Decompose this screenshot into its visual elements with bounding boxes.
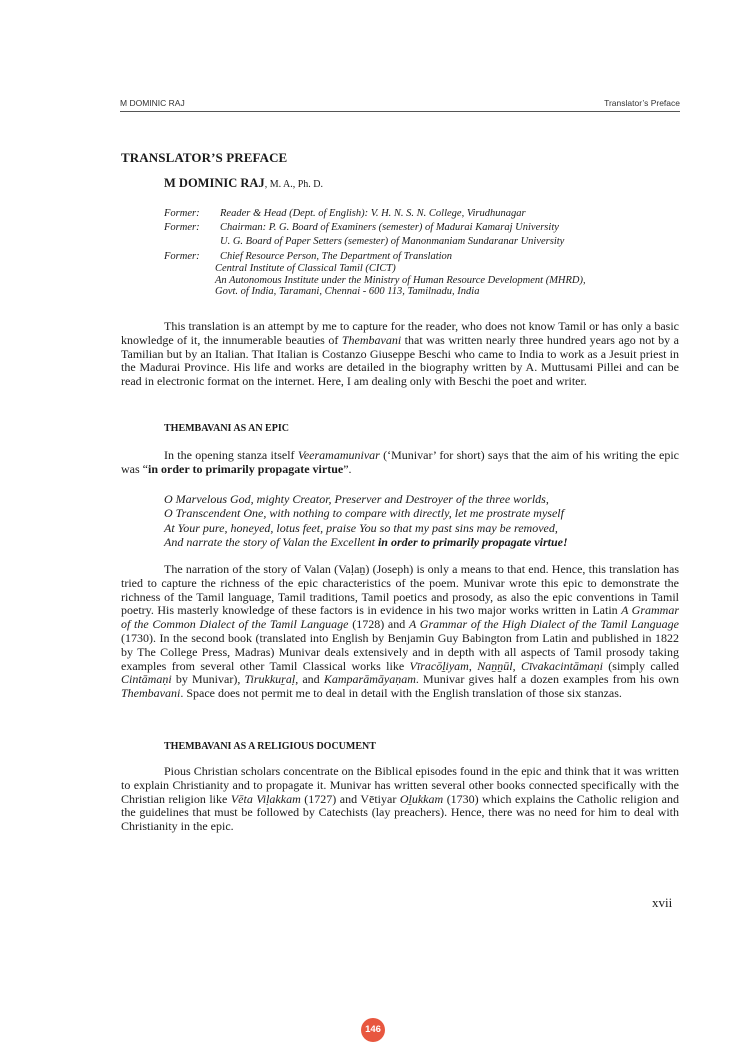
- former-text: Chief Resource Person, The Department of Translation: [220, 251, 453, 262]
- former-position-1: [164, 207, 526, 220]
- running-header: [120, 98, 680, 112]
- poem-stanza: [164, 492, 684, 550]
- former-text: Reader & Head (Dept. of English): V. H. N. S. N. College, Virudhunagar: [220, 208, 526, 219]
- former-label: Former:: [164, 222, 200, 233]
- former-sub-line: An Autonomous Institute under the Ministry of Human Resource Development (MHRD),: [215, 274, 586, 286]
- poem-line: And narrate the story of Valan the Excellent in order to primarily propagate virtue!: [164, 535, 568, 550]
- religious-paragraph: Pious Christian scholars concentrate on the Biblical episodes found in the epic and think that it was written to explain Christianity and to propagate it. Munivar has written several other books connected specifically with the Christian religion like Vēta Viḷakkam (1727) and Vētiyar Oḻukkam (1730) which explains the Catholic religion and the guidelines that must be followed by Catechists (lay preachers). Hence, there was no need for him to deal with Christianity in the epic.: [121, 764, 679, 834]
- section-heading-epic: THEMBAVANI AS AN EPIC: [164, 423, 289, 434]
- poem-line: At Your pure, honeyed, lotus feet, praise You so that my past sins may be removed,: [164, 520, 558, 535]
- header-section: Translator’s Preface: [604, 98, 680, 108]
- intro-paragraph: This translation is an attempt by me to capture for the reader, who does not know Tamil or has only a basic knowledge of it, the innumerable beauties of Thembavani that was written nearly three hundred years ago not by a Tamilian but by an Italian. That Italian is Costanzo Giuseppe Beschi who came to India to work as a Jesuit priest in the Madurai Province. His life and works are detailed in the biography written by A. Muttusami Pillei and can be read in electronic format on the internet. Here, I am dealing only with Beschi the poet and writer.: [121, 319, 679, 389]
- former-sub-line: Central Institute of Classical Tamil (CICT): [215, 263, 396, 274]
- author-degree: , M. A., Ph. D.: [264, 179, 324, 190]
- former-label: Former:: [164, 251, 200, 262]
- author-name: M DOMINIC RAJ: [164, 176, 265, 190]
- former-text: Chairman: P. G. Board of Examiners (semester) of Madurai Kamaraj University: [220, 222, 559, 233]
- page-number-badge: 146: [361, 1018, 385, 1042]
- former-sub-line: Govt. of India, Taramani, Chennai - 600 113, Tamilnadu, India: [215, 286, 480, 297]
- page-title: TRANSLATOR’S PREFACE: [121, 150, 288, 165]
- author-line: [164, 176, 323, 191]
- roman-page-number: xvii: [652, 895, 673, 910]
- former-label: Former:: [164, 208, 200, 219]
- poem-line: O Transcendent One, with nothing to compare with directly, let me prostrate myself: [164, 506, 564, 521]
- former-text: U. G. Board of Paper Setters (semester) of Manonmaniam Sundaranar University: [220, 236, 565, 247]
- epic-paragraph: In the opening stanza itself Veeramamunivar (‘Munivar’ for short) says that the aim of his writing the epic was “in order to primarily propagate virtue”.: [121, 448, 680, 476]
- former-position-2: [164, 221, 559, 234]
- section-heading-religious: THEMBAVANI AS A RELIGIOUS DOCUMENT: [164, 741, 376, 752]
- poem-line: O Marvelous God, mighty Creator, Preserver and Destroyer of the three worlds,: [164, 492, 549, 506]
- header-author: M DOMINIC RAJ: [120, 98, 185, 108]
- narration-paragraph: The narration of the story of Valan (Vaḷaṉ) (Joseph) is only a means to that end. Hence, this translation has tried to capture the richness of the epic characteristics of the poem. Munivar wrote this epic to demonstrate the richness of the Tamil language, Tamil traditions, Tamil poetics and prosody, as also the epic conventions in Tamil poetry. His masterly knowledge of these factors is in evidence in his two major works written in Latin A Grammar of the Common Dialect of the Tamil Language (1728) and A Grammar of the High Dialect of the Tamil Language (1730). In the second book (translated into English by Benjamin Guy Babington from Latin and published in 1822 by The College Press, Madras) Munivar deals extensively and in depth with all aspects of Tamil prosody taking examples from several other Tamil Classical works like Vīracōḻiyam, Naṉṉūl, Cīvakacintāmaṇi (simply called Cintāmaṇi by Munivar), Tirukkuṟaḷ, and Kamparāmāyaṇam. Munivar gives half a dozen examples from his own Thembavani. Space does not permit me to deal in detail with the English translation of those six stanzas.: [121, 562, 680, 701]
- former-position-4: [164, 250, 586, 298]
- former-position-3: [220, 235, 564, 248]
